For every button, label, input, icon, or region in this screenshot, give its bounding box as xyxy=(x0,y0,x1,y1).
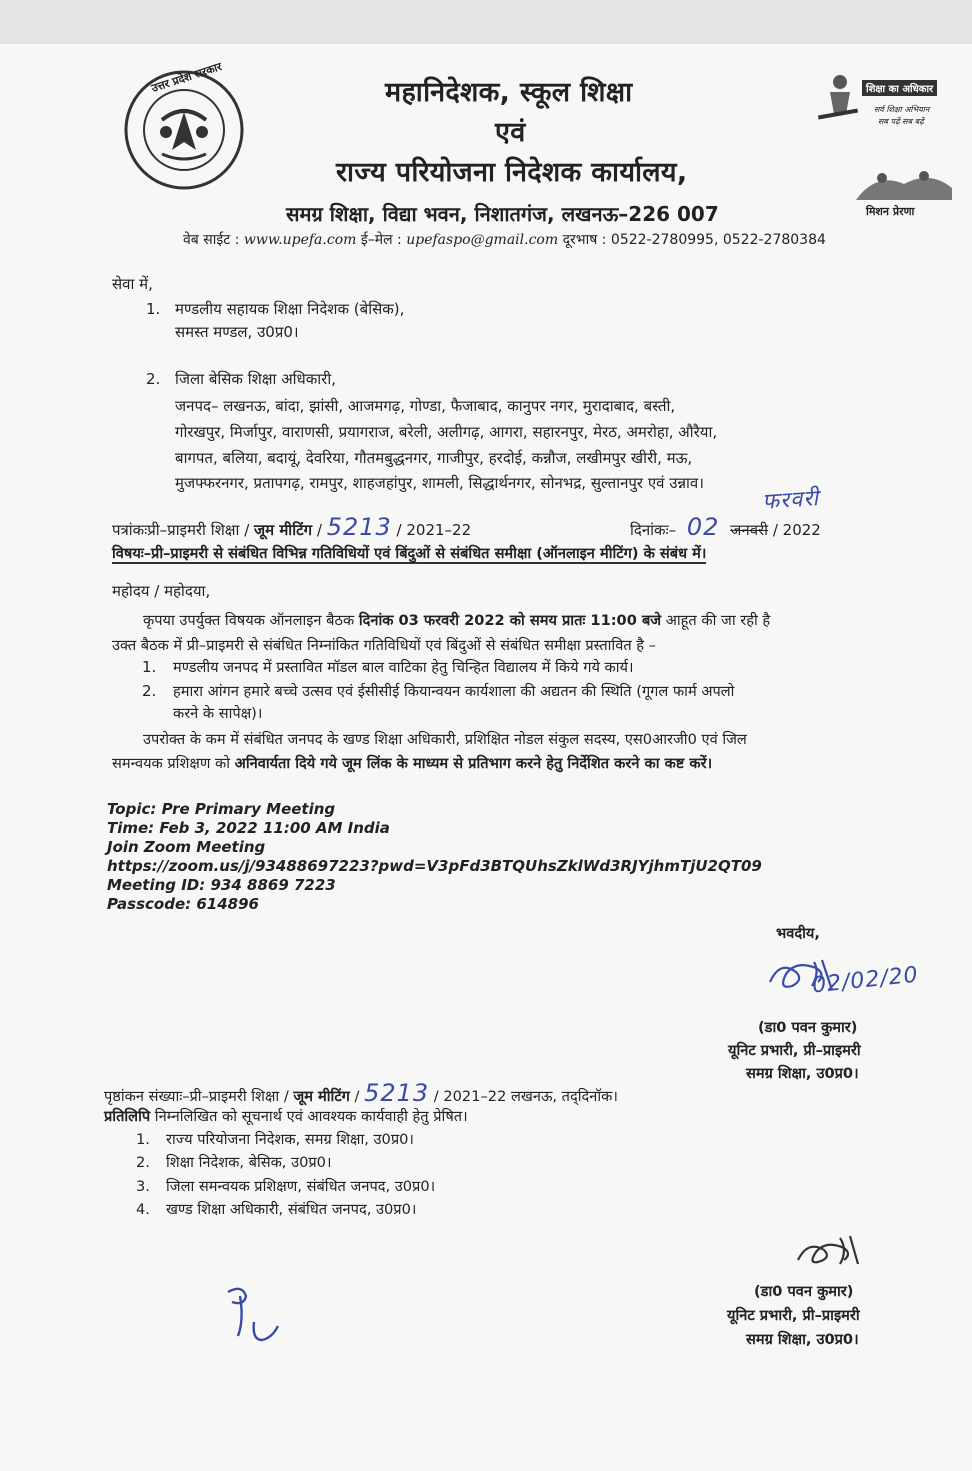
sign1-name: (डा0 पवन कुमार) xyxy=(758,1019,858,1036)
website-label: वेब साईट : xyxy=(183,232,240,248)
salutation: महोदय / महोदया, xyxy=(112,582,211,600)
list1-text: मण्डलीय जनपद में प्रस्तावित मॉडल बाल वाटिका हेतु चिन्हित विद्यालय में किये गये कार्य। xyxy=(173,659,634,676)
addressee-1-line2: समस्त मण्डल, उ0प्र0। xyxy=(175,323,299,341)
para2-line1: उपरोक्त के कम में संबंधित जनपद के खण्ड शिक्षा अधिकारी, प्रशिक्षित नोडल संकुल सदस्य, एस0आरजी0 एवं जिल xyxy=(143,731,747,748)
addressee-2-line4: बागपत, बलिया, बदायूं, देवरिया, गौतमबुद्धनगर, गाजीपुर, हरदोई, कन्नौज, लखीमपुर खीरी, मऊ, xyxy=(175,449,693,467)
date-month-handwritten: फरवरी xyxy=(761,486,820,515)
phone-label: दूरभाष : xyxy=(562,232,607,248)
up-government-emblem xyxy=(122,68,246,192)
para2-line2 xyxy=(112,752,712,775)
patrank-slash: / xyxy=(312,521,327,539)
para2-bold: अनिवार्यता दिये गये जूम लिंक के माध्यम से प्रतिभाग करने हेतु निर्देशित करने का कष्ट करें। xyxy=(234,755,713,772)
date-year: / 2022 xyxy=(768,521,821,539)
endorse-bold: जूम मीटिंग xyxy=(293,1088,350,1105)
ssa-text: सर्व शिक्षा अभियान xyxy=(874,105,930,114)
date-line xyxy=(630,513,821,542)
list2-line1: हमारा आंगन हमारे बच्चे उत्सव एवं ईसीसीई कियान्वयन कार्यशाला की अद्यतन की स्थिति (गूगल फार्म अपलो xyxy=(173,683,735,700)
para1-a: कृपया उपर्युक्त विषयक ऑनलाइन बैठक xyxy=(143,612,359,629)
copy-line xyxy=(104,1105,468,1128)
patrank-number-handwritten: 5213 xyxy=(326,513,392,541)
addressee-1-line1: मण्डलीय सहायक शिक्षा निदेशक (बेसिक), xyxy=(175,300,405,318)
addressee-2-line1: जिला बेसिक शिक्षा अधिकारी, xyxy=(175,370,336,388)
reference-line xyxy=(112,513,472,542)
sewa-me: सेवा में, xyxy=(112,275,153,293)
bhavdiy: भवदीय, xyxy=(776,925,820,942)
copy-item-text: खण्ड शिक्षा अधिकारी, संबंधित जनपद, उ0प्र0। xyxy=(166,1201,417,1218)
copy-item-num: 3. xyxy=(136,1178,150,1195)
header-line3: राज्य परियोजना निदेशक कार्यालय, xyxy=(336,157,688,188)
para1-bold: दिनांक 03 फरवरी 2022 को समय प्रातः 11:00 बजे xyxy=(358,612,662,629)
endorse-label: पृष्ठांकन संख्याः–प्री–प्राइमरी शिक्षा / xyxy=(104,1088,294,1105)
children-icon xyxy=(852,170,956,204)
zoom-meeting-id: Meeting ID: 934 8869 7223 xyxy=(107,876,336,894)
date-month-struck: जनवरी xyxy=(730,521,769,539)
copy-bold: प्रतिलिपि xyxy=(104,1108,151,1125)
zoom-join: Join Zoom Meeting xyxy=(107,838,266,856)
header-address: समग्र शिक्षा, विद्या भवन, निशातगंज, लखनऊ–226 007 xyxy=(286,202,719,226)
patrank-label: पत्रांकःप्री–प्राइमरी शिक्षा / xyxy=(112,521,255,539)
sign2-org: समग्र शिक्षा, उ0प्र0। xyxy=(746,1331,859,1348)
zoom-passcode: Passcode: 614896 xyxy=(107,895,259,913)
child-pencil-icon xyxy=(816,72,860,132)
addressee-2-line5: मुजफ्फरनगर, प्रतापगढ़, रामपुर, शाहजहांपुर, शामली, सिद्धार्थनगर, सोनभद्र, सुल्तानपुर एवं उन्नाव। xyxy=(175,474,704,492)
document-page xyxy=(0,44,972,1471)
phones: 0522-2780995, 0522-2780384 xyxy=(610,232,826,248)
zoom-time: Time: Feb 3, 2022 11:00 AM India xyxy=(107,819,390,837)
subject-line xyxy=(112,542,706,565)
date-day-handwritten: 02 xyxy=(686,513,720,541)
addressee-2-line2: जनपद– लखनऊ, बांदा, झांसी, आजमगढ़, गोण्डा, फैजाबाद, कानुपर नगर, मुरादाबाद, बस्ती, xyxy=(175,397,676,415)
zoom-topic: Topic: Pre Primary Meeting xyxy=(107,800,336,818)
copy-item-num: 2. xyxy=(136,1154,150,1171)
sign1-post: यूनिट प्रभारी, प्री–प्राइमरी xyxy=(728,1042,861,1059)
sign2-post: यूनिट प्रभारी, प्री–प्राइमरी xyxy=(727,1307,860,1324)
signature-1-date: 02/02/20 xyxy=(810,962,920,999)
mission-prerna-text: मिशन प्रेरणा xyxy=(866,205,915,218)
header-line1: महानिदेशक, स्कूल शिक्षा xyxy=(385,77,633,108)
sign2-name: (डा0 पवन कुमार) xyxy=(754,1283,854,1300)
addressee-2-line3: गोरखपुर, मिर्जापुर, वाराणसी, प्रयागराज, बरेली, अलीगढ़, आगरा, सहारनपुर, मेरठ, अमरोहा, औरैया, xyxy=(175,423,718,441)
subject-text: विषयः–प्री–प्राइमरी से संबंधित विभिन्न गतिविधियों एवं बिंदुओं से संबंधित समीक्षा (ऑनलाइन मीटिंग) के संबंध में। xyxy=(112,545,707,562)
endorse-number-handwritten: 5213 xyxy=(364,1079,430,1107)
patrank-year: / 2021–22 xyxy=(391,521,472,539)
list2-num: 2. xyxy=(142,682,157,700)
website: www.upefa.com xyxy=(243,232,357,248)
copy-item-num: 4. xyxy=(136,1201,150,1218)
para1-line2: उक्त बैठक में प्री–प्राइमरी से संबंधित निम्नांकित गतिविधियों एवं बिंदुओं से संबंधित समीक्षा प्रस्तावित है – xyxy=(112,637,656,654)
para1-line1 xyxy=(143,609,770,632)
ssa-tagline: सब पढ़ें सब बढ़ें xyxy=(878,117,924,126)
copy-rest: निम्नलिखित को सूचनार्थ एवं आवश्यक कार्यवाही हेतु प्रेषित। xyxy=(150,1108,468,1125)
rte-logo xyxy=(816,68,954,138)
endorse-rest: / 2021–22 लखनऊ, तद्‌दिनॉक। xyxy=(429,1088,618,1105)
header-line2: एवं xyxy=(495,117,526,148)
patrank-bold: जूम मीटिंग xyxy=(254,521,313,539)
sign1-org: समग्र शिक्षा, उ0प्र0। xyxy=(746,1065,859,1082)
copy-item-text: राज्य परियोजना निदेशक, समग्र शिक्षा, उ0प्र0। xyxy=(166,1131,414,1148)
addressee-1-num: 1. xyxy=(146,300,161,318)
copy-item-text: जिला समन्वयक प्रशिक्षण, संबंधित जनपद, उ0प्र0। xyxy=(166,1178,436,1195)
signature-2 xyxy=(792,1232,872,1278)
emblem-text: उत्तर प्रदेश सरकार xyxy=(149,60,224,95)
addressee-2-num: 2. xyxy=(146,370,161,388)
mission-prerna-logo xyxy=(852,170,956,228)
margin-handwritten-mark xyxy=(218,1282,290,1354)
rte-title: शिक्षा का अधिकार xyxy=(862,80,937,96)
endorse-slash: / xyxy=(349,1088,365,1105)
para1-c: आहूत की जा रही है xyxy=(661,612,771,629)
header-contact xyxy=(183,230,826,249)
copy-item-num: 1. xyxy=(136,1131,150,1148)
zoom-link[interactable]: https://zoom.us/j/93488697223?pwd=V3pFd3BTQUhsZklWd3RJYjhmTjU2QT09 xyxy=(107,857,762,875)
email-label: ई–मेल : xyxy=(360,232,402,248)
para2-a: समन्वयक प्रशिक्षण को xyxy=(112,755,235,772)
list1-num: 1. xyxy=(142,658,157,676)
copy-item-text: शिक्षा निदेशक, बेसिक, उ0प्र0। xyxy=(166,1154,332,1171)
date-label: दिनांकः– xyxy=(630,521,677,539)
list2-line2: करने के सापेक्ष)। xyxy=(173,705,263,722)
top-bar xyxy=(0,0,972,44)
email: upefaspo@gmail.com xyxy=(406,232,559,248)
